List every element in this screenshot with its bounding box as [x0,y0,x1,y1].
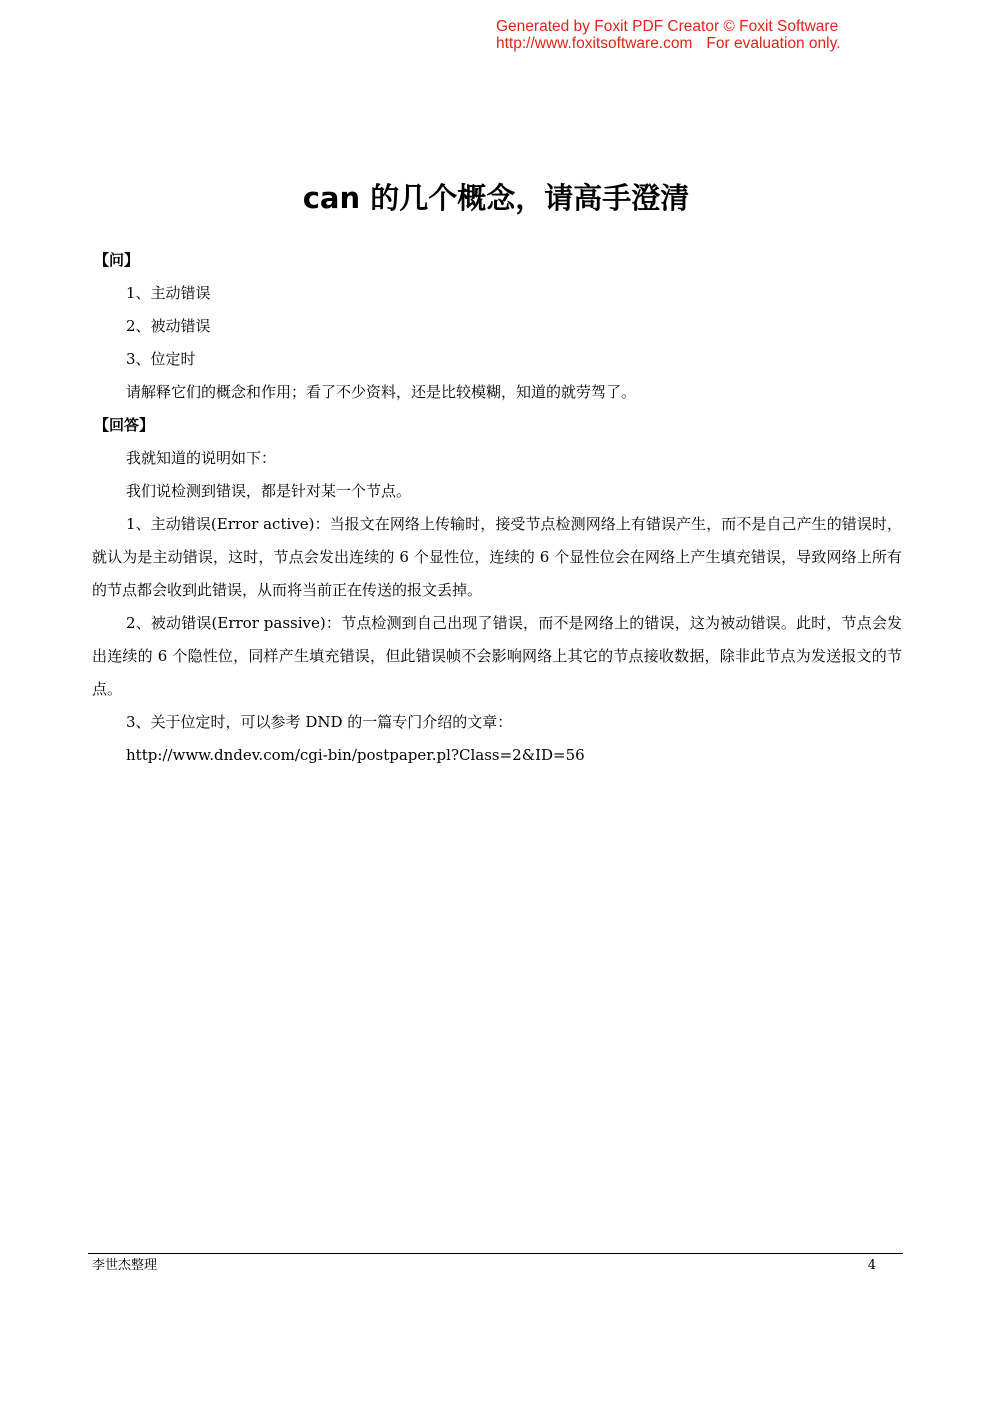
answer-point-bit-timing: 3、关于位定时，可以参考 DND 的一篇专门介绍的文章： [126,713,513,731]
question-item-3: 3、位定时 [126,350,196,368]
answer-point-error-active: 1、主动错误(Error active)：当报文在网络上传输时，接受节点检测网络上有错误产生，而不是自己产生的错误时，就认为是主动错误，这时，节点会发出连续的 6 个显性位，连续的 6 个显性位会在网络上产生填充错误，导致网络上所有的节点都会收到此错误，从而将当前正在传送的报文丢掉。 [92,515,902,599]
page-title: can 的几个概念，请高手澄清 [302,181,690,215]
answer-intro-1: 我就知道的说明如下： [126,449,277,467]
footer-author: 李世杰整理 [92,1258,158,1273]
footer-divider [88,1253,903,1254]
question-request: 请解释它们的概念和作用；看了不少资料，还是比较模糊，知道的就劳驾了。 [126,383,637,401]
document-body [92,244,902,772]
reference-link[interactable]: http://www.dndev.com/cgi-bin/postpaper.pl?Class=2&ID=56 [126,746,585,764]
watermark-url[interactable]: http://www.foxitsoftware.com [496,35,693,52]
answer-heading: 【回答】 [94,416,155,434]
question-item-1: 1、主动错误 [126,284,211,302]
question-heading: 【问】 [94,251,140,269]
watermark-note: For evaluation only. [706,35,841,52]
evaluation-watermark [496,18,916,52]
watermark-line2 [496,35,916,52]
watermark-line1: Generated by Foxit PDF Creator © Foxit Software [496,18,839,35]
page-number: 4 [867,1258,876,1273]
question-item-2: 2、被动错误 [126,317,211,335]
answer-point-error-passive: 2、被动错误(Error passive)：节点检测到自己出现了错误，而不是网络上的错误，这为被动错误。此时，节点会发出连续的 6 个隐性位，同样产生填充错误，但此错误帧不会影响网络上其它的节点接收数据，除非此节点为发送报文的节点。 [92,614,902,698]
answer-intro-2: 我们说检测到错误，都是针对某一个节点。 [126,482,412,500]
